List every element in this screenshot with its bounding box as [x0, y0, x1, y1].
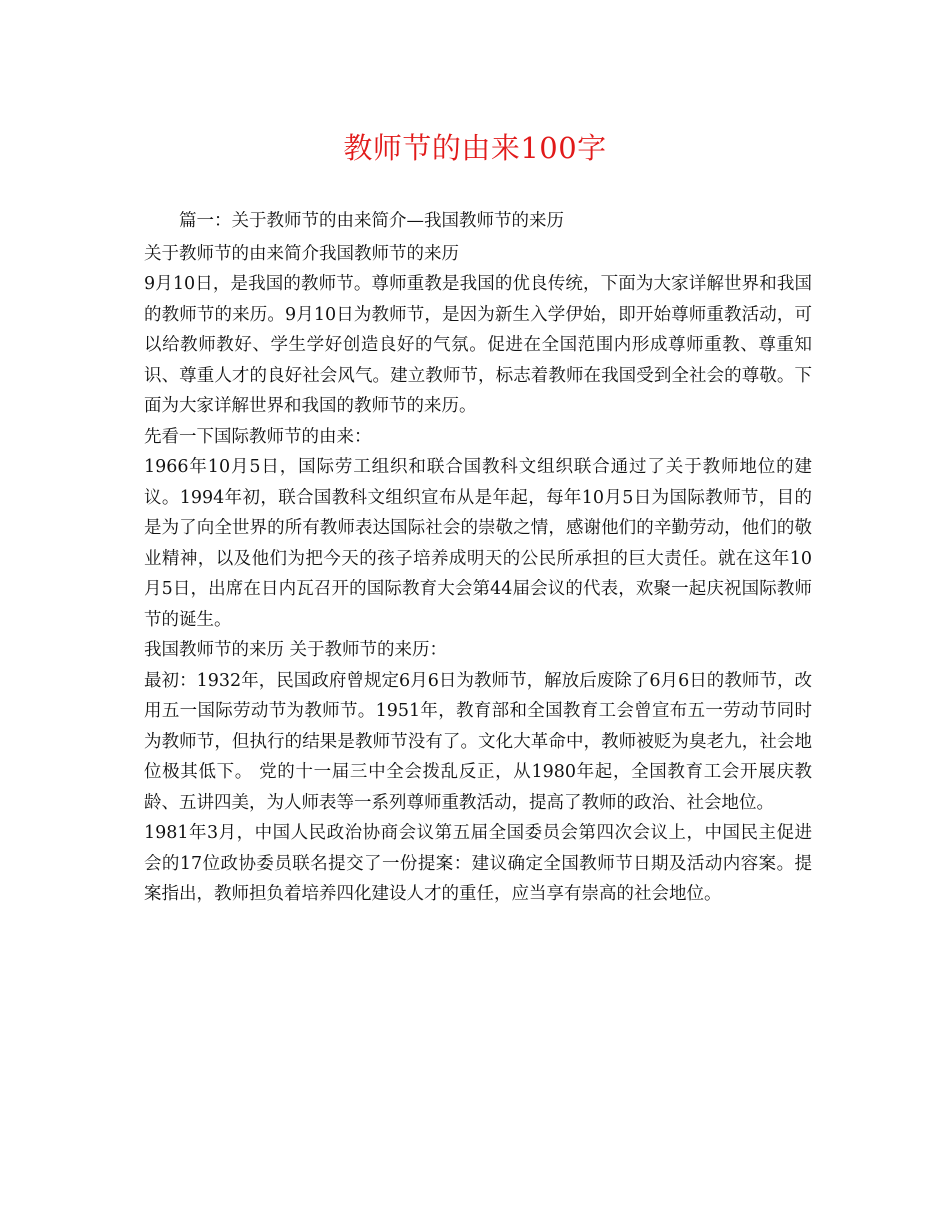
paragraph: 最初：1932年，民国政府曾规定6月6日为教师节，解放后废除了6月6日的教师节，改用五一国际劳动节为教师节。1951年，教育部和全国教育工会曾宣布五一劳动节同时为教师节，但执行的结果是教师节没有了。文化大革命中，教师被贬为臭老九，社会地位极其低下。 党的十一届三中全会拨乱反正，从1980年起，全国教育工会开展庆教龄、五讲四美，为人师表等一系列尊师重教活动，提高了教师的政治、社会地位。: [144, 670, 812, 813]
document-body: [144, 206, 812, 910]
document-title: 教师节的由来100字: [343, 131, 607, 165]
paragraph-heading: 篇一：关于教师节的由来简介—我国教师节的来历: [179, 211, 564, 231]
paragraph: 9月10日，是我国的教师节。尊师重教是我国的优良传统，下面为大家详解世界和我国的教师节的来历。9月10日为教师节，是因为新生入学伊始，即开始尊师重教活动，可以给教师教好、学生学好创造良好的气氛。促进在全国范围内形成尊师重教、尊重知识、尊重人才的良好社会风气。建立教师节，标志着教师在我国受到全社会的尊敬。下面为大家详解世界和我国的教师节的来历。: [144, 274, 812, 416]
paragraph: 先看一下国际教师节的由来：: [144, 426, 372, 447]
paragraph: 1981年3月，中国人民政治协商会议第五届全国委员会第四次会议上，中国民主促进会的17位政协委员联名提交了一份提案：建议确定全国教师节日期及活动内容案。提案指出，教师担负着培养四化建设人才的重任，应当享有崇高的社会地位。: [144, 823, 812, 904]
paragraph: 1966年10月5日，国际劳工组织和联合国教科文组织联合通过了关于教师地位的建议。1994年初，联合国教科文组织宣布从是年起，每年10月5日为国际教师节，目的是为了向全世界的所有教师表达国际社会的崇敬之情，感谢他们的辛勤劳动，他们的敬业精神，以及他们为把今天的孩子培养成明天的公民所承担的巨大责任。就在这年10月5日，出席在日内瓦召开的国际教育大会第44届会议的代表，欢聚一起庆祝国际教师节的诞生。: [144, 457, 812, 630]
paragraph: 我国教师节的来历 关于教师节的来历：: [144, 640, 448, 660]
paragraph-subtitle: 关于教师节的由来简介我国教师节的来历: [144, 243, 459, 264]
